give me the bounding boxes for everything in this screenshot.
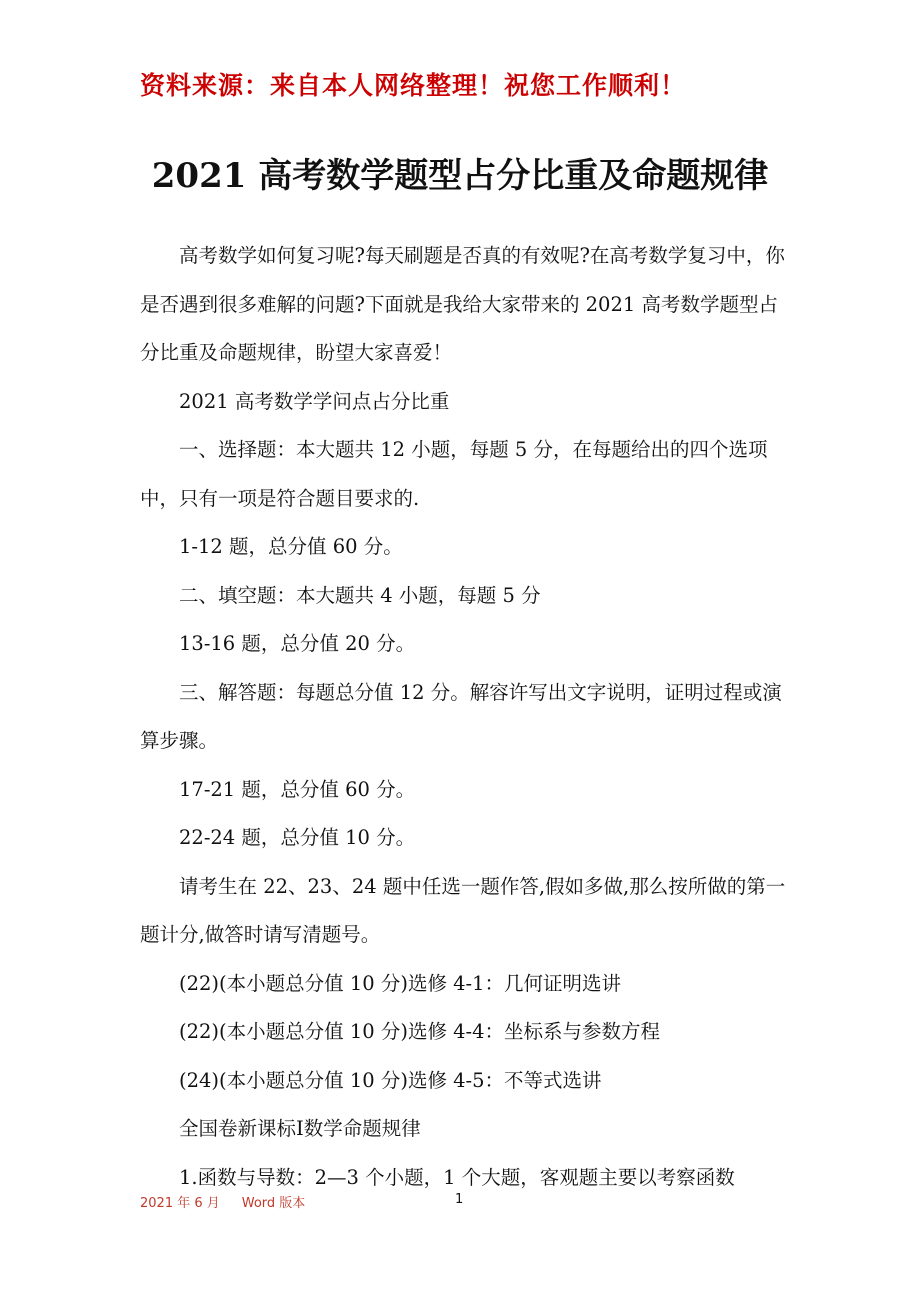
paragraph-intro: 高考数学如何复习呢?每天刷题是否真的有效呢?在高考数学复习中，你是否遇到很多难解的问题?下面就是我给大家带来的 2021 高考数学题型占分比重及命题规律，盼望大家喜爱！: [140, 244, 785, 364]
paragraph-elective-24: (24)(本小题总分值 10 分)选修 4-5：不等式选讲: [179, 1068, 602, 1092]
page-number: 1: [455, 1192, 464, 1207]
footer-date: 2021 年 6 月: [140, 1196, 220, 1211]
document-body: [140, 232, 790, 1202]
paragraph-choice-questions: 一、选择题：本大题共 12 小题，每题 5 分，在每题给出的四个选项中，只有一项是符合题目要求的.: [140, 438, 768, 510]
source-header: 资料来源：来自本人网络整理！祝您工作顺利！: [140, 71, 687, 100]
footer-version: Word 版本: [241, 1196, 306, 1211]
paragraph-answer-questions: 三、解答题：每题总分值 12 分。解容许写出文字说明，证明过程或演算步骤。: [140, 680, 782, 752]
paragraph-elective-22b: (22)(本小题总分值 10 分)选修 4-4：坐标系与参数方程: [179, 1020, 661, 1043]
paragraph-section-heading: 2021 高考数学学问点占分比重: [179, 389, 450, 413]
paragraph-rules-heading: 全国卷新课标Ⅰ数学命题规律: [179, 1117, 421, 1140]
page-title: 2021 高考数学题型占分比重及命题规律: [151, 156, 769, 196]
paragraph-choice-score: 1-12 题，总分值 60 分。: [179, 535, 403, 558]
footer-info: [140, 1192, 305, 1211]
paragraph-answer-score-2: 22-24 题，总分值 10 分。: [179, 826, 416, 849]
paragraph-fill-questions: 二、填空题：本大题共 4 小题，每题 5 分: [179, 583, 541, 607]
paragraph-fill-score: 13-16 题，总分值 20 分。: [179, 632, 416, 655]
paragraph-elective-22a: (22)(本小题总分值 10 分)选修 4-1：几何证明选讲: [179, 971, 622, 995]
paragraph-functions: 1.函数与导数：2—3 个小题，1 个大题，客观题主要以考察函数: [179, 1165, 735, 1189]
paragraph-elective-note: 请考生在 22、23、24 题中任选一题作答,假如多做,那么按所做的第一题计分,做答时请写清题号。: [140, 874, 786, 946]
paragraph-answer-score-1: 17-21 题，总分值 60 分。: [179, 777, 416, 801]
